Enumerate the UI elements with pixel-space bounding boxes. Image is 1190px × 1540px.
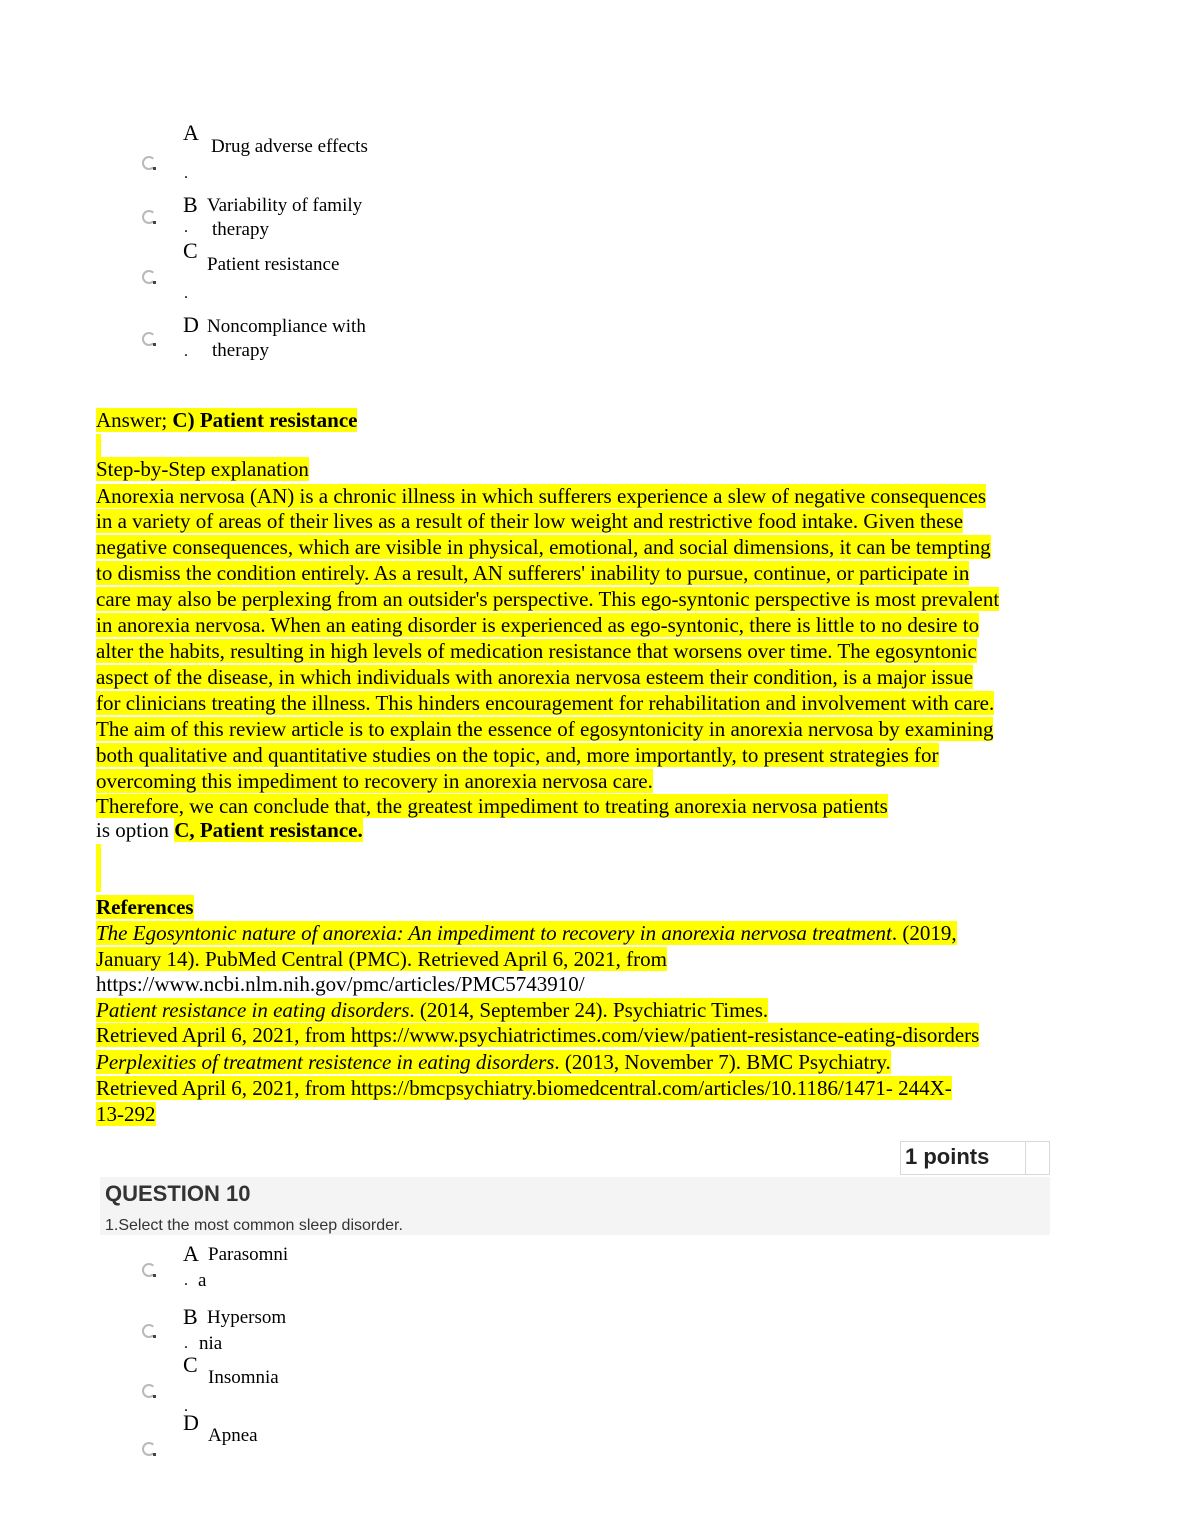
radio-icon[interactable] [142, 1263, 156, 1277]
option-dot: . [184, 343, 188, 360]
answer-line [96, 407, 357, 433]
explanation-line: overcoming this impediment to recovery in anorexia nervosa care. [96, 769, 653, 793]
option-dot: . [184, 165, 188, 182]
explanation-line: both qualitative and quantitative studies on the topic, and, more importantly, to present strategies for [96, 743, 939, 767]
question-title: QUESTION 10 [105, 1181, 251, 1206]
answer-prefix: Answer; [96, 408, 173, 432]
option-text: Hypersom [207, 1307, 287, 1328]
explanation-line: aspect of the disease, in which individuals with anorexia nervosa esteem their condition, is a major issue [96, 665, 974, 689]
references-heading: References [96, 895, 194, 919]
explanation-line: The aim of this review article is to explain the essence of egosyntonicity in anorexia nervosa by examining [96, 717, 994, 741]
reference-1: The Egosyntonic nature of anorexia: An impediment to recovery in anorexia nervosa treatment. (2019, [96, 921, 957, 945]
explanation-heading: Step-by-Step explanation [96, 457, 309, 481]
radio-icon[interactable] [142, 156, 156, 170]
reference-2: Patient resistance in eating disorders. (2014, September 24). Psychiatric Times. [96, 998, 769, 1022]
conclusion-line: Therefore, we can conclude that, the greatest impediment to treating anorexia nervosa patients [96, 794, 888, 818]
option-dot: . [184, 1335, 188, 1352]
radio-icon[interactable] [142, 1384, 156, 1398]
option-d[interactable] [140, 1412, 440, 1468]
option-text: Variability of family [207, 195, 363, 216]
reference-3: Perplexities of treatment resistence in eating disorders. (2013, November 7). BMC Psychiatry. [96, 1050, 891, 1074]
option-text-2: therapy [212, 340, 269, 361]
option-text-2: nia [199, 1333, 223, 1354]
option-text-2: a [198, 1270, 207, 1291]
option-dot: . [184, 1272, 188, 1289]
option-letter: A [183, 120, 199, 145]
radio-icon[interactable] [142, 1442, 156, 1456]
explanation-line: for clinicians treating the illness. This hinders encouragement for rehabilitation and involvement with care. [96, 691, 995, 715]
points-cell [1025, 1141, 1050, 1175]
reference-3-line-3: 13-292 [96, 1102, 156, 1126]
option-dot: . [184, 219, 188, 236]
explanation-line: in anorexia nervosa. When an eating disorder is experienced as ego-syntonic, there is little to no desire to [96, 613, 980, 637]
option-letter: C [183, 1352, 198, 1377]
conclusion-line-2: is option C, Patient resistance. [96, 818, 363, 842]
option-letter: D [183, 312, 199, 337]
option-text: Drug adverse effects [211, 136, 368, 157]
radio-icon[interactable] [142, 1324, 156, 1338]
option-letter: B [183, 192, 198, 217]
explanation-line: in a variety of areas of their lives as a result of their low weight and restrictive food intake. Given these [96, 509, 964, 533]
option-text: Parasomni [208, 1244, 289, 1265]
option-letter: A [183, 1241, 199, 1266]
option-text: Insomnia [208, 1367, 279, 1388]
explanation-line: Anorexia nervosa (AN) is a chronic illness in which sufferers experience a slew of negative consequences [96, 484, 987, 508]
answer-value: C) Patient resistance [172, 408, 358, 432]
explanation-line: alter the habits, resulting in high levels of medication resistance that worsens over time. The egosyntonic [96, 639, 977, 663]
option-a[interactable] [140, 1243, 440, 1299]
radio-icon[interactable] [142, 210, 156, 224]
option-letter: D [183, 1410, 199, 1435]
explanation-line: to dismiss the condition entirely. As a result, AN sufferers' inability to pursue, continue, or participate in [96, 561, 970, 585]
option-c[interactable] [140, 1352, 440, 1415]
points-label: 1 points [900, 1141, 1026, 1175]
option-dot: . [184, 285, 188, 302]
prev-option-d[interactable] [140, 314, 440, 370]
reference-1-url[interactable]: https://www.ncbi.nlm.nih.gov/pmc/articles/PMC5743910/ [96, 972, 585, 996]
radio-icon[interactable] [142, 270, 156, 284]
question-text: 1.Select the most common sleep disorder. [105, 1217, 403, 1234]
highlight-marker [96, 844, 101, 892]
option-text-2: therapy [212, 219, 269, 240]
option-dot: . [184, 1398, 188, 1415]
highlight-marker [96, 434, 101, 458]
reference-1-line-2: January 14). PubMed Central (PMC). Retrieved April 6, 2021, from [96, 947, 667, 971]
reference-2-line-2: Retrieved April 6, 2021, from https://www.psychiatrictimes.com/view/patient-resistance-eating-disorders [96, 1023, 980, 1047]
prev-option-c[interactable] [140, 238, 440, 302]
option-text: Noncompliance with [207, 316, 366, 337]
reference-3-line-2: Retrieved April 6, 2021, from https://bmcpsychiatry.biomedcentral.com/articles/10.1186/1471- 244X- [96, 1076, 952, 1100]
option-text: Apnea [208, 1425, 258, 1446]
option-letter: B [183, 1304, 198, 1329]
option-text: Patient resistance [207, 254, 340, 275]
prev-option-a[interactable] [140, 120, 440, 182]
explanation-line: care may also be perplexing from an outsider's perspective. This ego-syntonic perspective is most prevalent [96, 587, 1000, 611]
explanation-line: negative consequences, which are visible in physical, emotional, and social dimensions, it can be tempting [96, 535, 991, 559]
option-letter: C [183, 238, 198, 263]
radio-icon[interactable] [142, 332, 156, 346]
